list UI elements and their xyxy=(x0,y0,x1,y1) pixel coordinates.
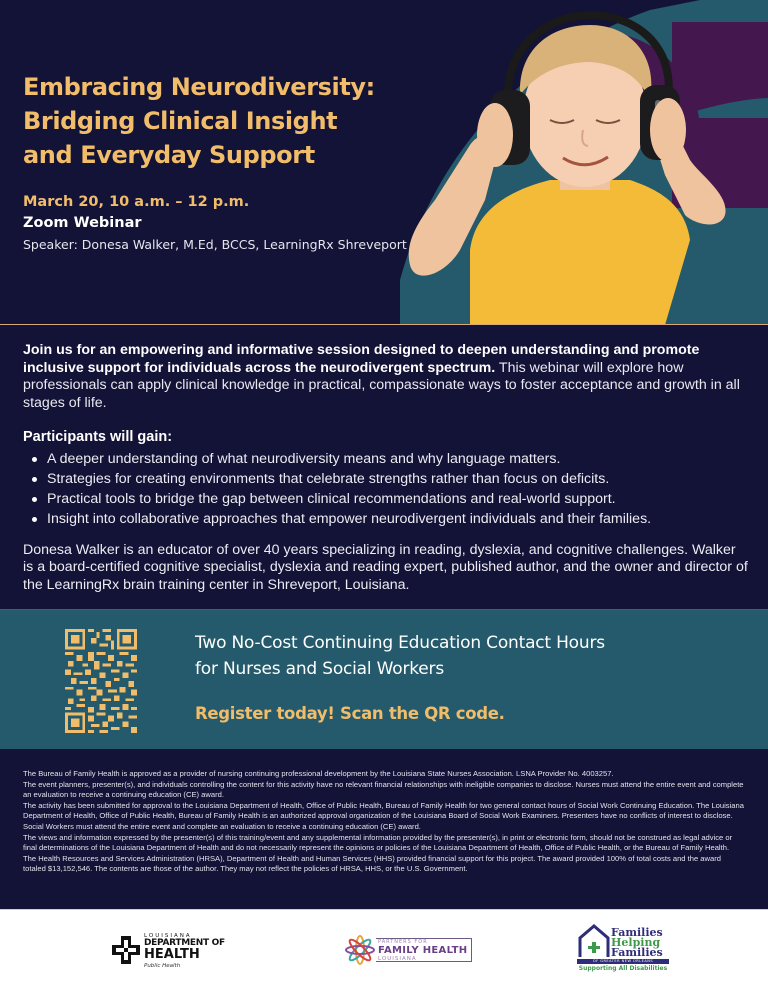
title-line-3: and Everyday Support xyxy=(23,141,315,169)
ce-info xyxy=(195,630,755,723)
disclaimer-text xyxy=(23,769,745,875)
event-date-time: March 20, 10 a.m. – 12 p.m. xyxy=(23,194,250,210)
fhf-line-2: Helping xyxy=(611,936,661,949)
sponsor-logos xyxy=(0,909,768,988)
pfh-line-1: PARTNERS FOR xyxy=(378,939,428,945)
disclaimer-paragraph: The event planners, presenter(s), and individuals controlling the content for this activity have no relevant financial relationships with ineligible companies to disclose. Nurses must attend the entire event and complete an evaluation to receive a continuing education (CE) award. xyxy=(23,779,744,800)
ce-headline xyxy=(195,630,755,682)
families-helping-families-logo xyxy=(575,924,675,976)
ldh-state: LOUISIANA xyxy=(144,933,192,939)
title-line-1: Embracing Neurodiversity: xyxy=(23,73,375,101)
pfh-line-2: FAMILY HEALTH xyxy=(378,945,468,956)
gains-heading: Participants will gain: xyxy=(23,429,173,445)
registration-band xyxy=(0,609,768,749)
disclaimer-paragraph: The Bureau of Family Health is approved as a provider of nursing continuing professional development by the Louisiana State Nurses Association. LSNA Provider No. 4003257. xyxy=(23,769,614,778)
speaker-bio: Donesa Walker is an educator of over 40 years specializing in reading, dyslexia, and cognitive challenges. Walker is a board-certified cognitive specialist, dyslexia and reading expert, published author, and the owner and director of the LearningRx brain training center in Shreveport, Louisiana. xyxy=(23,541,748,593)
pfh-line-3: LOUISIANA xyxy=(378,956,417,962)
ldh-dept: DEPARTMENT OF xyxy=(144,938,225,948)
ldh-health: HEALTH xyxy=(144,947,200,962)
event-header xyxy=(23,70,423,252)
ce-headline-line-1: Two No-Cost Continuing Education Contact Hours xyxy=(195,633,605,653)
child-headphones-photo xyxy=(400,0,768,325)
qr-code-icon[interactable] xyxy=(65,629,137,733)
title-line-2: Bridging Clinical Insight xyxy=(23,107,338,135)
flower-icon xyxy=(343,928,377,972)
fhf-line-1: Families xyxy=(611,926,663,939)
fhf-region-bar: OF GREATER NEW ORLEANS xyxy=(577,959,669,964)
cross-icon xyxy=(112,936,140,964)
louisiana-department-of-health-logo xyxy=(112,932,252,972)
list-item: Strategies for creating environments that celebrate strengths rather than focus on deficits. xyxy=(23,469,748,489)
register-call-to-action: Register today! Scan the QR code. xyxy=(195,704,505,723)
list-item: Insight into collaborative approaches that empower neurodivergent individuals and their families. xyxy=(23,509,748,529)
list-item: A deeper understanding of what neurodiversity means and why language matters. xyxy=(23,449,748,469)
hero-divider xyxy=(0,324,768,325)
fhf-tagline: Supporting All Disabilities xyxy=(578,965,668,972)
ldh-subtitle: Public Health xyxy=(144,963,181,969)
event-description xyxy=(23,342,748,594)
event-title xyxy=(23,70,423,172)
ce-headline-line-2: for Nurses and Social Workers xyxy=(195,659,444,679)
list-item: Practical tools to bridge the gap between clinical recommendations and real-world support. xyxy=(23,489,748,509)
disclaimer-paragraph: The activity has been submitted for approval to the Louisiana Department of Health, Office of Public Health, Bureau of Family Health for two general contact hours of Social Work Continuing Education. The Louisiana Department of Health, Office of Public Health, Bureau of Family Health is an authorized approval organization of the Louisiana Board of Social Work Examiners. Presenters have no conflicts of interest to disclose. Social Workers must attend the entire event and complete an evaluation to receive a continuing education (CE) award. xyxy=(23,800,744,831)
fhf-line-3: Families xyxy=(611,946,663,959)
disclaimer-paragraph: The Health Resources and Services Administration (HRSA), Department of Health and Human Services (HHS) provided financial support for this project. The award provided 100% of total costs and the award totaled $13,152,546. The contents are those of the author. They may not reflect the policies of HRSA, HHS, or the U.S. Government. xyxy=(23,853,721,874)
pfh-wordmark xyxy=(376,938,472,962)
event-venue: Zoom Webinar xyxy=(23,215,142,231)
intro-paragraph xyxy=(23,342,748,412)
partners-for-family-health-logo xyxy=(343,928,473,974)
event-speaker: Speaker: Donesa Walker, M.Ed, BCCS, LearningRx Shreveport xyxy=(23,237,407,252)
hero-section xyxy=(0,0,768,325)
gains-list xyxy=(23,449,748,529)
house-icon xyxy=(577,924,611,958)
intro-bold: Join us for an empowering and informative session designed to deepen understanding and promote inclusive support for individuals across the neurodivergent spectrum. xyxy=(23,342,700,376)
intro-regular: This webinar will explore how professionals can apply clinical knowledge in practical, compassionate ways to foster acceptance and growth in all stages of life. xyxy=(23,359,740,411)
disclaimer-paragraph: The views and information expressed by the presenter(s) of this training/event and any supplemental information provided by the presenter(s), in print or electronic form, should not be construed as legal advice or final determinations of the Louisiana Department of Health and do not necessarily represent the opinions or policies of the Louisiana Department of Health, Office of Public Health, or the Bureau of Family Health. xyxy=(23,832,733,853)
